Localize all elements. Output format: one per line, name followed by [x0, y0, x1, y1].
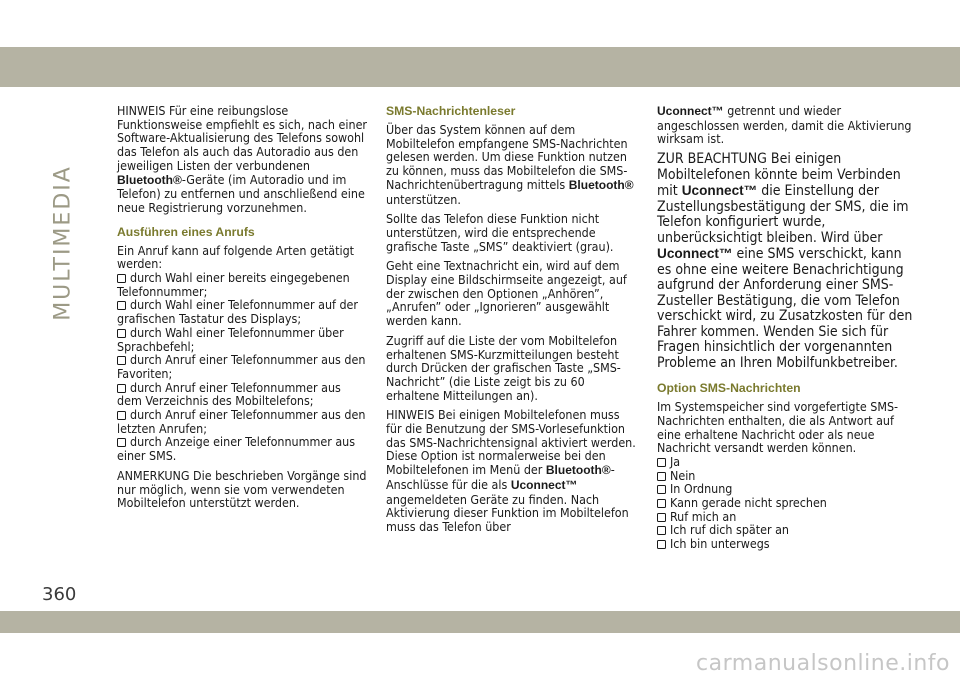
list-item: durch Anruf einer Telefonnummer aus den letzten Anrufen;	[117, 407, 366, 436]
list-item: Kann gerade nicht sprechen	[657, 496, 913, 510]
paragraph: Uconnect™ getrennt und wieder angeschlossen werden, damit die Aktivierung wirksam ist.	[657, 103, 912, 147]
call-methods-list	[117, 271, 367, 463]
sms-templates-list	[657, 455, 913, 551]
paragraph: Zugriff auf die Liste der vom Mobiltelefon erhaltenen SMS-Kurzmitteilungen besteht durch Drücken der grafischen Taste „SMS-Nachricht” (die Liste zeigt bis zu 60 erhaltene Mitteilungen an).	[386, 332, 621, 403]
checkbox-bullet-icon	[117, 438, 126, 447]
list-item: Ich bin unterwegs	[657, 537, 913, 551]
list-item: durch Anzeige einer Telefonnummer aus einer SMS.	[117, 434, 356, 464]
section-heading-sms-option: Option SMS-Nachrichten	[657, 381, 801, 396]
checkbox-bullet-icon	[117, 274, 126, 283]
paragraph: Geht eine Textnachricht ein, wird auf dem Display eine Bildschirmseite angezeigt, auf der zwischen den Optionen „Anhören”, „Anrufen” oder „Ignorieren” ausgewählt werden kann.	[386, 258, 627, 329]
checkbox-bullet-icon	[117, 356, 126, 365]
checkbox-bullet-icon	[117, 411, 126, 420]
list-item: Ruf mich an	[657, 510, 913, 524]
checkbox-bullet-icon	[657, 526, 666, 535]
section-heading-sms-reader: SMS-Nachrichtenleser	[386, 104, 516, 118]
checkbox-bullet-icon	[117, 301, 126, 310]
paragraph: Sollte das Telefon diese Funktion nicht unterstützen, wird die entsprechende grafische Taste „SMS” deaktiviert (grau).	[386, 211, 614, 254]
remark-note: ANMERKUNG Die beschrieben Vorgänge sind nur möglich, wenn sie vom verwendeten Mobiltelefon unterstützt werden.	[117, 467, 367, 511]
list-item: Ja	[657, 455, 913, 469]
section-label: MULTIMEDIA	[50, 165, 76, 321]
footer-band	[0, 611, 960, 633]
checkbox-bullet-icon	[657, 499, 666, 508]
list-item: durch Anruf einer Telefonnummer aus den Favoriten;	[117, 352, 366, 381]
software-update-note: HINWEIS Für eine reibungslose Funktionsweise empfiehlt es sich, nach einer Software-Aktualisierung des Telefons sowohl das Telefon als auch das Autoradio aus den jeweiligen Listen der verbundenen Bluetooth®-Geräte (im Autoradio und im Telefon) zu entfernen und anschließend eine neue Registrierung vorzunehmen.	[117, 103, 368, 215]
call-intro: Ein Anruf kann auf folgende Arten getätigt werden:	[117, 242, 355, 272]
list-item: durch Anruf einer Telefonnummer aus dem Verzeichnis des Mobiltelefons;	[117, 379, 341, 409]
checkbox-bullet-icon	[657, 472, 666, 481]
checkbox-bullet-icon	[657, 485, 666, 494]
paragraph: Über das System können auf dem Mobiltelefon empfangene SMS-Nachrichten gelesen werden. Um diese Funktion nutzen zu können, muss das Mobiltelefon die SMS-Nachrichtenübertragung mittels Bluetooth® unterstützen.	[386, 122, 634, 207]
checkbox-bullet-icon	[117, 329, 126, 338]
column-2	[386, 104, 636, 540]
list-item: In Ordnung	[657, 482, 913, 496]
list-item: durch Wahl einer Telefonnummer auf der grafischen Tastatur des Displays;	[117, 297, 358, 327]
column-1	[117, 104, 367, 516]
attention-note: ZUR BEACHTUNG Bei einigen Mobiltelefonen könnte beim Verbinden mit Uconnect™ die Einstellung der Zustellungsbestätigung der SMS, die im Telefon konfiguriert wurde, unberücksichtigt bleiben. Wird über Uconnect™ eine SMS verschickt, kann es ohne eine weitere Benachrichtigung aufgrund der Anforderung einer SMS-Zusteller Bestätigung, die vom Telefon verschickt wird, zu Zusatzkosten für den Fahrer kommen. Wenden Sie sich für Fragen hinsichtlich der vorgenannten Probleme an Ihren Mobilfunkbetreiber.	[657, 151, 913, 371]
section-heading-call: Ausführen eines Anrufs	[117, 224, 255, 239]
list-item: Nein	[657, 469, 913, 483]
checkbox-bullet-icon	[117, 384, 126, 393]
column-3	[657, 104, 913, 557]
checkbox-bullet-icon	[657, 540, 666, 549]
sms-signal-note: HINWEIS Bei einigen Mobiltelefonen muss für die Benutzung der SMS-Vorlesefunktion das SMS-Nachrichtensignal aktiviert werden. Diese Option ist normalerweise bei den Mobiltelefonen im Menü der Bluetooth®-Anschlüsse für die als Uconnect™ angemeldeten Geräte zu finden. Nach Aktivierung dieser Funktion im Mobiltelefon muss das Telefon über	[386, 407, 636, 534]
page-number: 360	[42, 584, 77, 605]
checkbox-bullet-icon	[657, 513, 666, 522]
watermark: carmanualsonline.info	[696, 651, 950, 676]
header-band	[0, 47, 960, 87]
list-item: durch Wahl einer Telefonnummer über Sprachbefehl;	[117, 324, 344, 354]
sms-option-intro: Im Systemspeicher sind vorgefertigte SMS-Nachrichten enthalten, die als Antwort auf eine erhaltene Nachricht oder als neue Nachricht versandt werden können.	[657, 399, 899, 456]
list-item: Ich ruf dich später an	[657, 523, 913, 537]
checkbox-bullet-icon	[657, 458, 666, 467]
list-item: durch Wahl einer bereits eingegebenen Telefonnummer;	[117, 270, 350, 299]
